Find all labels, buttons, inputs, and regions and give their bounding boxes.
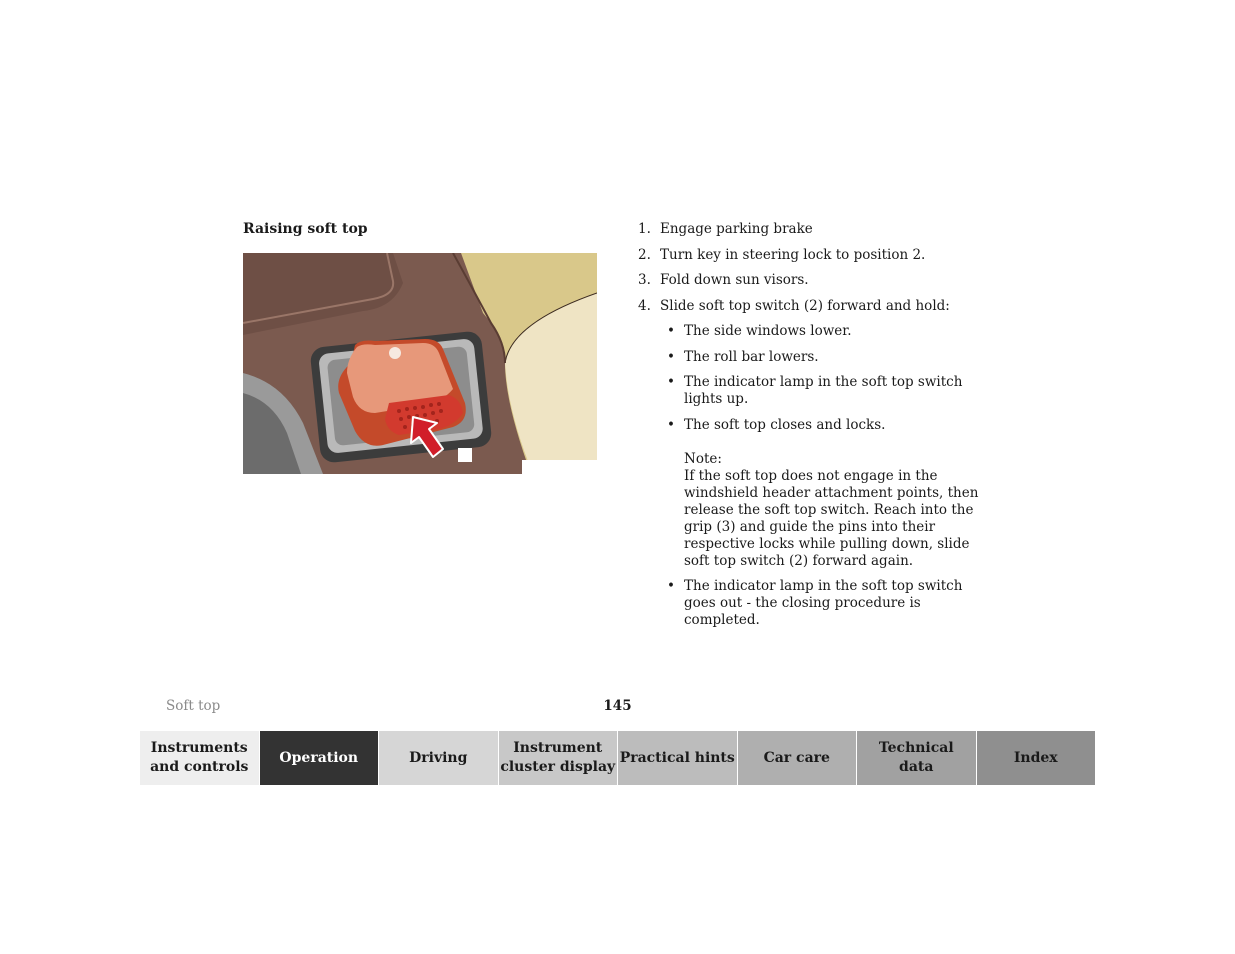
tab-driving[interactable]: Driving (379, 731, 499, 785)
section-title: Raising soft top (243, 221, 368, 237)
tab-technical-data[interactable]: Technical data (857, 731, 977, 785)
instruction-list (638, 221, 998, 638)
bullet-item: • The indicator lamp in the soft top switch goes out - the closing procedure is completed. (667, 578, 963, 628)
step-item: 1. Engage parking brake (638, 221, 813, 237)
soft-top-switch-figure (243, 253, 597, 474)
bullet-item: • The roll bar lowers. (667, 348, 819, 365)
bullet-item: • The side windows lower. (667, 323, 852, 339)
tab-instruments-and-controls[interactable]: Instruments and controls (140, 731, 260, 785)
note-block (684, 451, 996, 570)
step-item: 3. Fold down sun visors. (638, 272, 809, 288)
tab-index[interactable]: Index (977, 731, 1096, 785)
bullet-item: • The soft top closes and locks. (667, 416, 886, 433)
tab-instrument-cluster-display[interactable]: Instrument cluster display (499, 731, 619, 785)
page-number: 145 (603, 698, 632, 714)
step-item: 4. Slide soft top switch (2) forward and hold: (638, 297, 950, 314)
step-item: 2. Turn key in steering lock to position 2. (638, 246, 926, 263)
note-text: If the soft top does not engage in the windshield header attachment points, then release the soft top switch. Reach into the grip (3) and guide the pins into their respective locks while pulling down, slide soft top switch (2) forward again. (684, 467, 979, 569)
note-label: Note: (684, 450, 722, 467)
tab-operation[interactable]: Operation (260, 731, 380, 785)
tab-car-care[interactable]: Car care (738, 731, 858, 785)
chapter-navigation (140, 731, 1095, 785)
footer-section-title: Soft top (166, 698, 221, 714)
callout-label-box (458, 448, 472, 462)
bullet-item: • The indicator lamp in the soft top switch lights up. (667, 374, 963, 407)
tab-practical-hints[interactable]: Practical hints (618, 731, 738, 785)
